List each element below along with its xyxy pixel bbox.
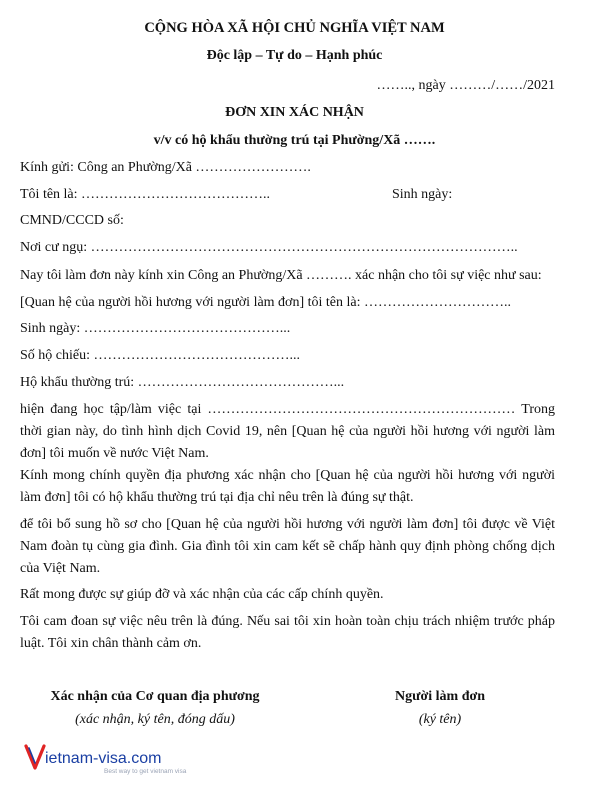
local-authority-note: (xác nhận, ký tên, đóng dấu) xyxy=(75,712,235,727)
vietnam-visa-watermark xyxy=(24,742,224,778)
document-title: ĐƠN XIN XÁC NHẬN xyxy=(225,105,364,120)
watermark-brand: ietnam-visa.com xyxy=(45,750,162,767)
applicant-title: Người làm đơn xyxy=(394,689,486,704)
relation-dob-line: Sinh ngày: ……………………………………... xyxy=(20,321,291,336)
date-line: …….., ngày ………/……/2021 xyxy=(376,78,555,93)
id-number-line: CMND/CCCD số: xyxy=(20,213,124,228)
body-paragraph-4: Rất mong được sự giúp đỡ và xác nhận của các cấp chính quyền. xyxy=(20,587,384,602)
watermark-tagline: Best way to get vietnam visa xyxy=(104,768,187,775)
body-paragraph-2: Kính mong chính quyền địa phương xác nhận cho [Quan hệ của người hồi hương với người làm đơn] tôi có hộ khẩu thường trú tại địa chỉ nêu trên là đúng sự thật. xyxy=(20,468,555,505)
body-paragraph-5: Tôi cam đoan sự việc nêu trên là đúng. Nếu sai tôi xin hoàn toàn chịu trách nhiệm trước pháp luật. Tôi xin chân thành cảm ơn. xyxy=(20,614,555,651)
passport-line: Số hộ chiếu: ……………………………………... xyxy=(20,348,300,363)
motto: Độc lập – Tự do – Hạnh phúc xyxy=(206,48,383,63)
request-line: Nay tôi làm đơn này kính xin Công an Phường/Xã ………. xác nhận cho tôi sự việc như sau: xyxy=(20,268,542,283)
name-line: Tôi tên là: ………………………………….. xyxy=(20,187,271,202)
household-line: Hộ khẩu thường trú: ……………………………………... xyxy=(20,375,345,390)
body-paragraph-1: hiện đang học tập/làm việc tại ………………………………………………………… Trong thời gian này, do tình hình dịch Covid 19, nên [Quan hệ của người hồi hương với người làm đơn] tôi muốn về nước Việt Nam. xyxy=(20,402,555,461)
applicant-note: (ký tên) xyxy=(418,712,462,727)
relation-line: [Quan hệ của người hồi hương với người làm đơn] tôi tên là: ………………………….. xyxy=(20,295,511,310)
recipient-line: Kính gửi: Công an Phường/Xã ……………………. xyxy=(20,160,311,175)
local-authority-title: Xác nhận của Cơ quan địa phương xyxy=(50,689,260,704)
country-heading: CỘNG HÒA XÃ HỘI CHỦ NGHĨA VIỆT NAM xyxy=(144,20,445,36)
body-paragraph-3: để tôi bổ sung hồ sơ cho [Quan hệ của người hồi hương với người làm đơn] tôi được về Việt Nam đoàn tụ cùng gia đình. Gia đình tôi xin cam kết sẽ chấp hành quy định phòng chống dịch của Việt Nam. xyxy=(20,517,555,576)
dob-label: Sinh ngày: xyxy=(392,187,453,202)
document-subtitle: v/v có hộ khẩu thường trú tại Phường/Xã ……. xyxy=(153,133,436,148)
residence-line: Nơi cư ngụ: ……………………………………………………………………………….. xyxy=(20,240,518,255)
vietnam-visa-logo-icon xyxy=(24,742,224,778)
